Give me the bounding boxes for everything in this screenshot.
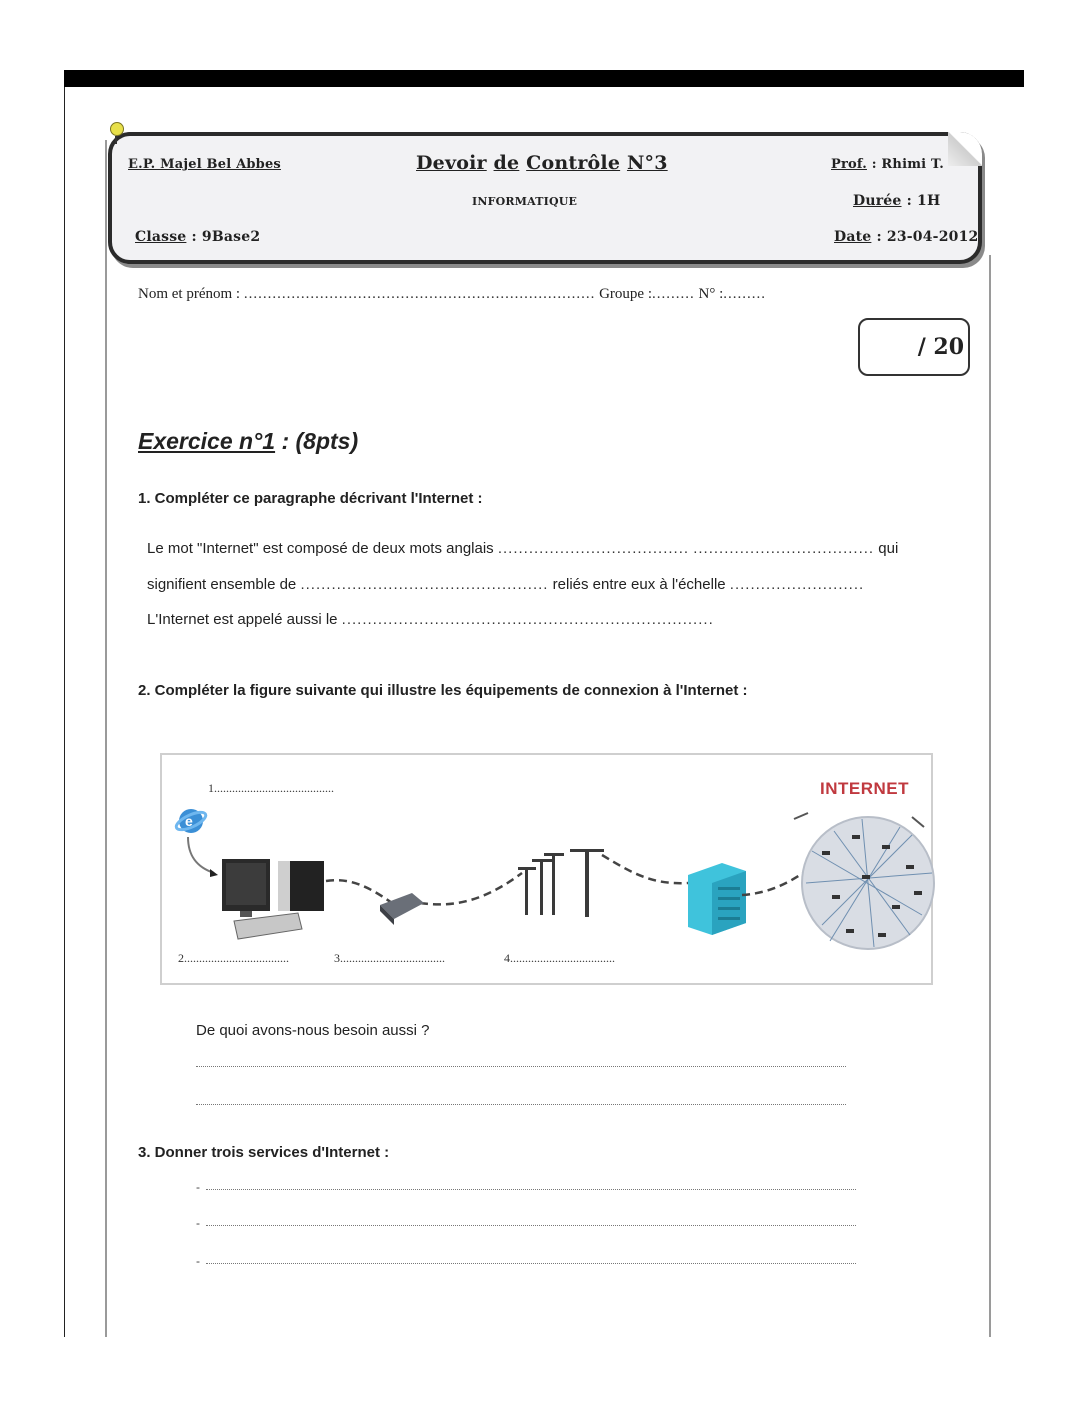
paragraph-text: Le mot "Internet" est composé de deux mots anglais: [147, 540, 494, 557]
page-border-left: [105, 140, 107, 1337]
title-word: Contrôle: [526, 152, 621, 174]
name-label: Nom et prénom :: [138, 286, 241, 302]
service-answer-line[interactable]: [206, 1263, 856, 1264]
pushpin-icon: [110, 122, 124, 142]
connection-figure: [160, 753, 933, 985]
prof-info: [831, 157, 944, 172]
top-black-bar: [64, 70, 1024, 87]
internet-globe-icon: [794, 813, 934, 949]
follow-up-question: De quoi avons-nous besoin aussi ?: [196, 1022, 430, 1039]
duration-label: Durée: [853, 193, 902, 209]
figure-illustration: [162, 755, 935, 987]
blank-field[interactable]: ........................................................................: [341, 611, 714, 628]
subject: INFORMATIQUE: [472, 195, 578, 208]
bullet: -: [196, 1254, 200, 1268]
paragraph-line-3: [147, 611, 714, 628]
blank-field[interactable]: ..........................: [729, 576, 865, 593]
paragraph-text: qui: [878, 540, 899, 557]
student-info-line: [138, 286, 766, 303]
internet-explorer-icon: [174, 809, 208, 833]
question-1-title: 1. Compléter ce paragraphe décrivant l'Internet :: [138, 490, 483, 507]
telephone-poles-icon: [518, 849, 604, 917]
score-total: / 20: [917, 334, 964, 360]
svg-text:e: e: [185, 813, 193, 829]
page-border-right: [989, 255, 991, 1337]
blank-field[interactable]: ...................................: [693, 540, 875, 557]
blank-field[interactable]: ................................................: [300, 576, 549, 593]
group-field[interactable]: .........: [651, 286, 695, 302]
score-box: [858, 318, 970, 376]
bullet: -: [196, 1180, 200, 1194]
question-2-title: 2. Compléter la figure suivante qui illustre les équipements de connexion à l'Internet :: [138, 682, 748, 699]
answer-line[interactable]: [196, 1104, 846, 1105]
figure-blank-1[interactable]: 1........................................: [208, 781, 334, 795]
blank-field[interactable]: .....................................: [497, 540, 690, 557]
prof-label: Prof.: [831, 157, 867, 172]
exercise-points: : (8pts): [281, 428, 359, 454]
page-curl-icon: [948, 132, 982, 166]
answer-line[interactable]: [196, 1066, 846, 1067]
outer-border-left: [64, 87, 65, 1337]
service-answer-line[interactable]: [206, 1225, 856, 1226]
bullet: -: [196, 1216, 200, 1230]
title-word: de: [493, 152, 520, 174]
duration-info: [853, 193, 940, 209]
class-info: [135, 229, 260, 245]
class-value: : 9Base2: [191, 229, 261, 245]
server-rack-icon: [688, 863, 746, 935]
date-value: : 23-04-2012: [876, 229, 979, 245]
class-label: Classe: [135, 229, 187, 245]
paragraph-line-2: [147, 576, 864, 593]
service-answer-line[interactable]: [206, 1189, 856, 1190]
school-name: E.P. Majel Bel Abbes: [128, 157, 281, 172]
prof-value: : Rhimi T.: [871, 157, 944, 172]
internet-label: INTERNET: [820, 779, 909, 798]
exercise-number: Exercice n°1: [138, 428, 276, 454]
exam-title: [416, 152, 668, 174]
date-info: [834, 229, 978, 245]
duration-value: : 1H: [906, 193, 941, 209]
name-field[interactable]: ..........................................................................: [243, 286, 596, 302]
modem-icon: [380, 893, 424, 925]
title-word: N°3: [626, 152, 668, 174]
number-label: N° :: [698, 286, 724, 302]
number-field[interactable]: .........: [723, 286, 766, 302]
figure-blank-2[interactable]: 2...................................: [178, 951, 289, 965]
paragraph-text: reliés entre eux à l'échelle: [552, 576, 726, 593]
paragraph-text: signifient ensemble de: [147, 576, 297, 593]
date-label: Date: [834, 229, 872, 245]
group-label: Groupe :: [599, 286, 652, 302]
desktop-computer-icon: [222, 859, 324, 939]
title-word: Devoir: [416, 152, 487, 174]
paragraph-text: L'Internet est appelé aussi le: [147, 611, 338, 628]
figure-blank-4[interactable]: 4...................................: [504, 951, 615, 965]
paragraph-line-1: [147, 540, 898, 557]
exercise-title: [138, 428, 358, 455]
question-3-title: 3. Donner trois services d'Internet :: [138, 1144, 390, 1161]
figure-blank-3[interactable]: 3...................................: [334, 951, 445, 965]
